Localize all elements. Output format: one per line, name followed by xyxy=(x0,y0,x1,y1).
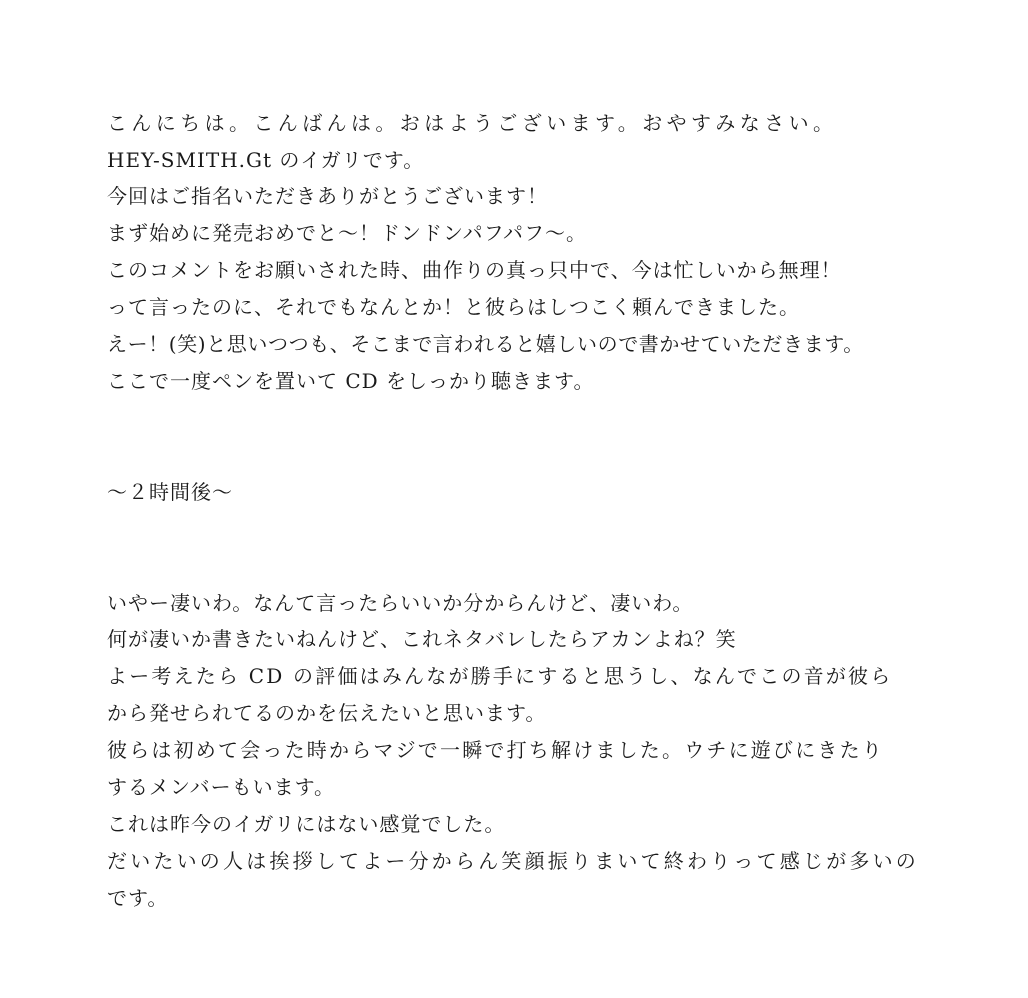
text-line: から発せられてるのかを伝えたいと思います。 xyxy=(107,701,547,725)
text-line: まず始めに発売おめでと〜！ドンドンパフパフ〜。 xyxy=(107,221,587,245)
text-line: よー考えたら CD の評価はみんなが勝手にすると思うし、なんでこの音が彼ら xyxy=(107,664,893,688)
text-line: いやー凄いわ。なんて言ったらいいか分からんけど、凄いわ。 xyxy=(107,591,694,615)
text-line: HEY-SMITH.Gt のイガリです。 xyxy=(107,148,425,172)
interlude-line: 〜２時間後〜 xyxy=(107,480,233,504)
text-line: このコメントをお願いされた時、曲作りの真っ只中で、今は忙しいから無理！ xyxy=(107,258,842,282)
text-line: 何が凄いか書きたいねんけど、これネタバレしたらアカンよね？笑 xyxy=(107,627,737,651)
text-line: えー！(笑)と思いつつも、そこまで言われると嬉しいので書かせていただきます。 xyxy=(107,332,864,356)
text-line: って言ったのに、それでもなんとか！と彼らはしつこく頼んできました。 xyxy=(107,295,800,319)
text-line: だいたいの人は挨拶してよー分からん笑顔振りまいて終わりって感じが多いの xyxy=(107,849,919,873)
text-line: これは昨今のイガリにはない感覚でした。 xyxy=(107,812,506,836)
text-line: です。 xyxy=(107,886,169,910)
text-line: ここで一度ペンを置いて CD をしっかり聴きます。 xyxy=(107,369,595,393)
text-line: 彼らは初めて会った時からマジで一瞬で打ち解けました。ウチに遊びにきたり xyxy=(107,738,884,762)
text-line: するメンバーもいます。 xyxy=(107,775,335,799)
text-line: こんにちは。こんばんは。おはようございます。おやすみなさい。 xyxy=(107,111,838,135)
text-line: 今回はご指名いただきありがとうございます！ xyxy=(107,184,548,208)
